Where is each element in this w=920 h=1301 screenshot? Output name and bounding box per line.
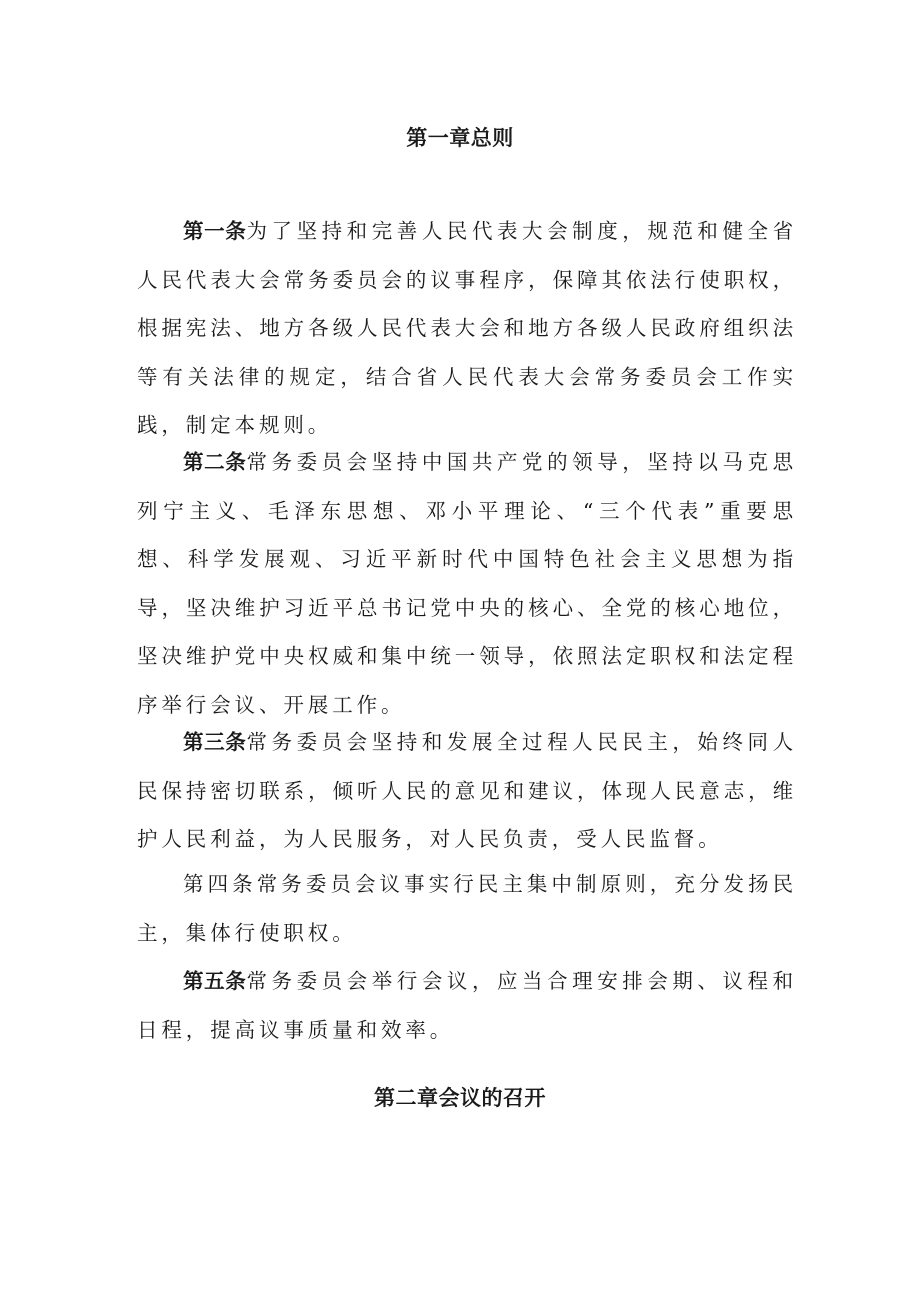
article-2 <box>137 438 797 729</box>
article-3-number: 第三条 <box>183 730 247 754</box>
article-2-number: 第二条 <box>183 450 247 474</box>
article-3 <box>137 718 797 864</box>
chapter-title-2: 第二章会议的召开 <box>374 1086 546 1110</box>
article-5-text: 常务委员会举行会议，应当合理安排会期、议程和日程，提高议事质量和效率。 <box>137 969 797 1042</box>
chapter-title-1: 第一章总则 <box>406 126 514 150</box>
article-2-text: 常务委员会坚持中国共产党的领导，坚持以马克思列宁主义、毛泽东思想、邓小平理论、“三个代表”重要思想、科学发展观、习近平新时代中国特色社会主义思想为指导，坚决维护习近平总书记党中央的核心、全党的核心地位，坚决维护党中央权威和集中统一领导，依照法定职权和法定程序举行会议、开展工作。 <box>137 450 797 717</box>
article-5 <box>137 957 797 1054</box>
article-1-text: 为了坚持和完善人民代表大会制度，规范和健全省人民代表大会常务委员会的议事程序，保障其依法行使职权，根据宪法、地方各级人民代表大会和地方各级人民政府组织法等有关法律的规定，结合省人民代表大会常务委员会工作实践，制定本规则。 <box>137 219 797 437</box>
article-1-number: 第一条 <box>183 219 247 243</box>
article-4-number: 第四条 <box>183 872 257 896</box>
article-3-text: 常务委员会坚持和发展全过程人民民主，始终同人民保持密切联系，倾听人民的意见和建议，体现人民意志，维护人民利益，为人民服务，对人民负责，受人民监督。 <box>137 730 797 851</box>
article-4-text: 常务委员会议事实行民主集中制原则，充分发扬民主，集体行使职权。 <box>137 872 797 945</box>
article-5-number: 第五条 <box>183 969 247 993</box>
article-4 <box>137 860 797 957</box>
article-1 <box>137 207 797 450</box>
